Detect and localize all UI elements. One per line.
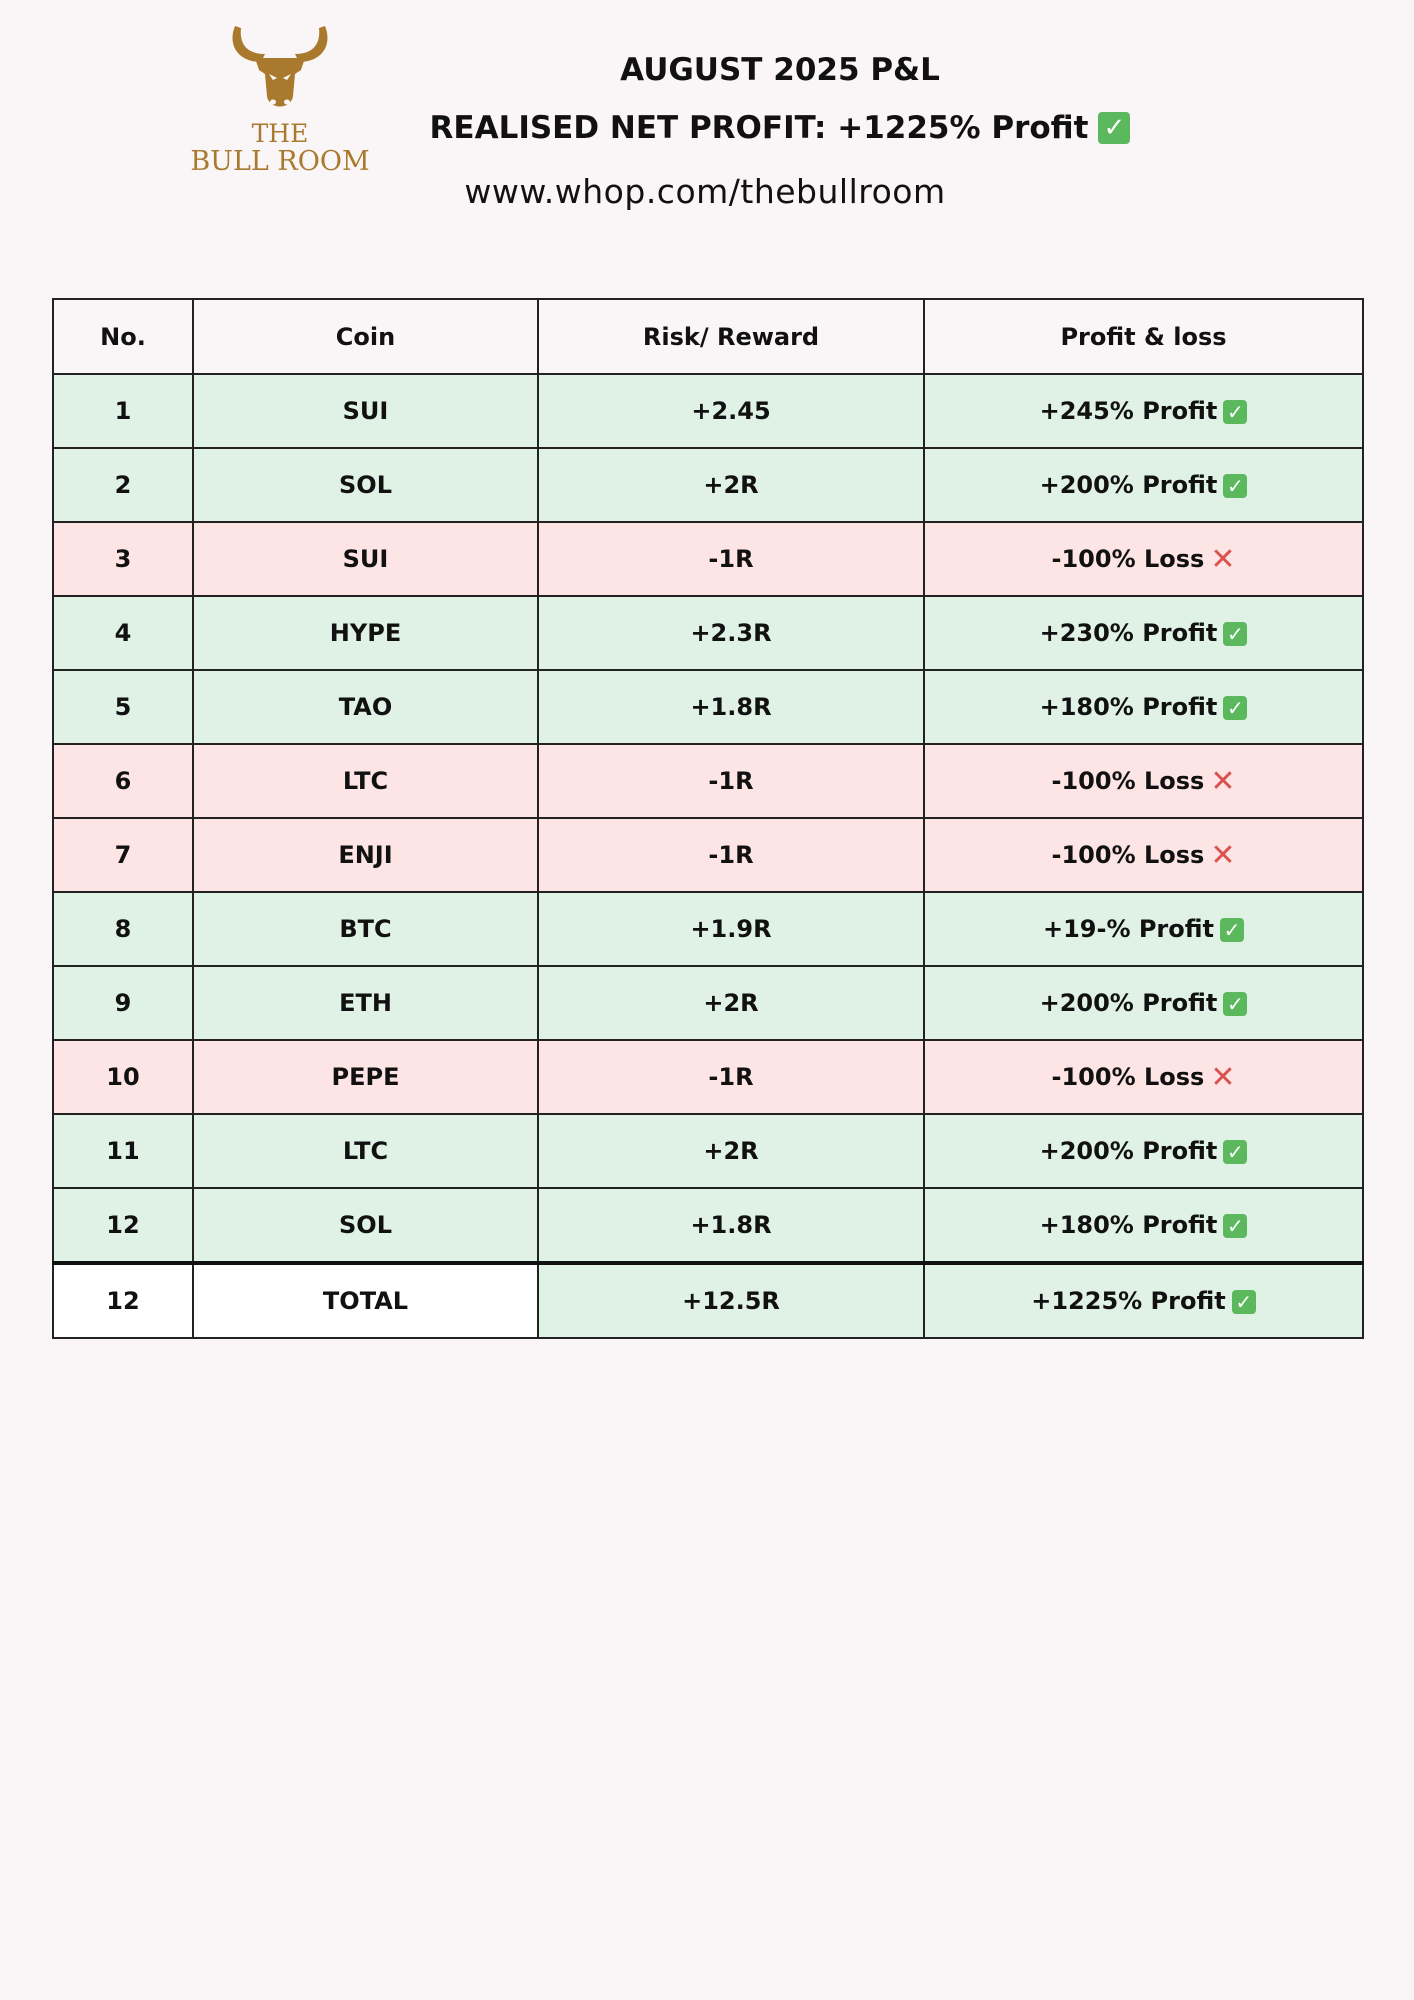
total-label: TOTAL: [193, 1263, 538, 1338]
check-icon: ✓: [1223, 992, 1247, 1016]
row-pl-text: +180% Profit: [1039, 1211, 1218, 1239]
bull-head-icon: [225, 18, 335, 118]
pl-table: [52, 298, 1364, 1339]
row-no: 9: [53, 966, 193, 1040]
table-row: [53, 596, 1363, 670]
row-pl-text: +230% Profit: [1039, 619, 1218, 647]
row-coin: ETH: [193, 966, 538, 1040]
brand-line2: BULL ROOM: [190, 146, 370, 177]
row-no: 6: [53, 744, 193, 818]
row-risk-reward: +1.8R: [538, 670, 924, 744]
row-coin: PEPE: [193, 1040, 538, 1114]
row-pl-text: +180% Profit: [1039, 693, 1218, 721]
row-profit-loss: [924, 1114, 1363, 1188]
row-pl-text: -100% Loss: [1051, 545, 1205, 573]
check-icon: ✓: [1220, 918, 1244, 942]
brand-logo: [180, 18, 380, 176]
col-header-risk-reward: Risk/ Reward: [538, 299, 924, 374]
row-pl-text: +200% Profit: [1039, 989, 1218, 1017]
page-title: AUGUST 2025 P&L: [620, 52, 940, 88]
row-coin: ENJI: [193, 818, 538, 892]
table-row: [53, 448, 1363, 522]
row-profit-loss: [924, 522, 1363, 596]
row-coin: LTC: [193, 1114, 538, 1188]
website-url: www.whop.com/thebullroom: [464, 172, 946, 211]
table-row: [53, 892, 1363, 966]
check-icon: ✓: [1223, 1140, 1247, 1164]
row-no: 5: [53, 670, 193, 744]
check-icon: ✓: [1223, 474, 1247, 498]
row-risk-reward: +2R: [538, 448, 924, 522]
row-no: 3: [53, 522, 193, 596]
col-header-no: No.: [53, 299, 193, 374]
row-risk-reward: -1R: [538, 522, 924, 596]
row-profit-loss: [924, 744, 1363, 818]
row-coin: SOL: [193, 1188, 538, 1263]
page-subtitle: [420, 110, 1140, 146]
row-coin: BTC: [193, 892, 538, 966]
row-profit-loss: [924, 818, 1363, 892]
check-icon: ✓: [1223, 1214, 1247, 1238]
row-no: 12: [53, 1188, 193, 1263]
row-profit-loss: [924, 670, 1363, 744]
col-header-coin: Coin: [193, 299, 538, 374]
row-risk-reward: -1R: [538, 818, 924, 892]
total-pl-text: +1225% Profit: [1031, 1287, 1226, 1315]
check-icon: ✓: [1098, 112, 1130, 144]
row-no: 7: [53, 818, 193, 892]
row-risk-reward: +2R: [538, 966, 924, 1040]
row-profit-loss: [924, 1188, 1363, 1263]
table-header-row: [53, 299, 1363, 374]
brand-line1: THE: [251, 119, 309, 148]
total-risk-reward: +12.5R: [538, 1263, 924, 1338]
row-pl-text: +200% Profit: [1039, 471, 1218, 499]
row-risk-reward: -1R: [538, 1040, 924, 1114]
row-no: 2: [53, 448, 193, 522]
row-risk-reward: +1.8R: [538, 1188, 924, 1263]
check-icon: ✓: [1223, 622, 1247, 646]
row-risk-reward: +2.3R: [538, 596, 924, 670]
cross-icon: ✕: [1210, 838, 1236, 873]
table-row: [53, 1040, 1363, 1114]
table-row: [53, 1188, 1363, 1263]
table-row: [53, 818, 1363, 892]
total-row: [53, 1263, 1363, 1338]
table-row: [53, 522, 1363, 596]
total-profit-loss: [924, 1263, 1363, 1338]
row-coin: TAO: [193, 670, 538, 744]
row-profit-loss: [924, 1040, 1363, 1114]
row-pl-text: +19-% Profit: [1042, 915, 1215, 943]
row-risk-reward: +2R: [538, 1114, 924, 1188]
row-risk-reward: +1.9R: [538, 892, 924, 966]
cross-icon: ✕: [1210, 542, 1236, 577]
table-row: [53, 670, 1363, 744]
row-pl-text: +245% Profit: [1039, 397, 1218, 425]
total-no: 12: [53, 1263, 193, 1338]
row-no: 1: [53, 374, 193, 448]
cross-icon: ✕: [1210, 1060, 1236, 1095]
row-profit-loss: [924, 374, 1363, 448]
col-header-profit-loss: Profit & loss: [924, 299, 1363, 374]
row-profit-loss: [924, 966, 1363, 1040]
row-coin: SOL: [193, 448, 538, 522]
table-row: [53, 966, 1363, 1040]
table-row: [53, 1114, 1363, 1188]
row-risk-reward: -1R: [538, 744, 924, 818]
table-row: [53, 744, 1363, 818]
row-no: 10: [53, 1040, 193, 1114]
check-icon: ✓: [1232, 1290, 1256, 1314]
cross-icon: ✕: [1210, 764, 1236, 799]
row-coin: HYPE: [193, 596, 538, 670]
row-profit-loss: [924, 892, 1363, 966]
row-no: 11: [53, 1114, 193, 1188]
row-coin: SUI: [193, 374, 538, 448]
row-no: 8: [53, 892, 193, 966]
row-profit-loss: [924, 448, 1363, 522]
row-coin: LTC: [193, 744, 538, 818]
row-coin: SUI: [193, 522, 538, 596]
table-row: [53, 374, 1363, 448]
row-pl-text: -100% Loss: [1051, 1063, 1205, 1091]
check-icon: ✓: [1223, 696, 1247, 720]
row-pl-text: -100% Loss: [1051, 841, 1205, 869]
subtitle-text: REALISED NET PROFIT: +1225% Profit: [429, 110, 1089, 146]
row-no: 4: [53, 596, 193, 670]
row-profit-loss: [924, 596, 1363, 670]
row-risk-reward: +2.45: [538, 374, 924, 448]
row-pl-text: +200% Profit: [1039, 1137, 1218, 1165]
check-icon: ✓: [1223, 400, 1247, 424]
row-pl-text: -100% Loss: [1051, 767, 1205, 795]
